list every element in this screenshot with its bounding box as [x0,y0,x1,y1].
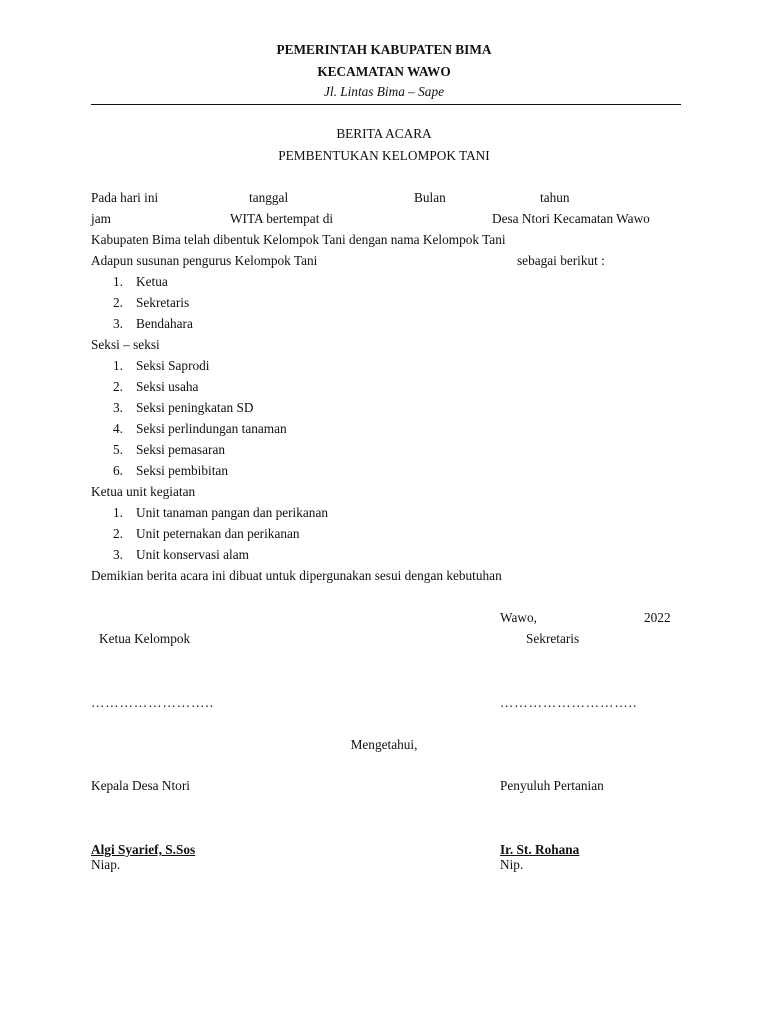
intro-tahun: tahun [540,190,570,205]
signature-line-right: ……………………….. [500,695,638,710]
list-text: Seksi peningkatan SD [136,400,254,415]
list-text: Sekretaris [136,295,190,310]
header-divider [91,104,681,105]
list-text: Ketua [136,274,168,289]
intro-line4a: Adapun susunan pengurus Kelompok Tani [91,253,318,268]
list-text: Unit konservasi alam [136,547,249,562]
ketua-kelompok-label: Ketua Kelompok [99,631,191,646]
sekretaris-label: Sekretaris [526,631,580,646]
penyuluh-label: Penyuluh Pertanian [500,778,604,793]
place: Wawo, [500,610,537,625]
kepala-desa-label: Kepala Desa Ntori [91,778,190,793]
mengetahui-label: Mengetahui, [350,737,418,752]
list-number: 3. [113,547,123,562]
penyuluh-name: Ir. St. Rohana [500,842,580,857]
list-text: Seksi pemasaran [136,442,225,457]
intro-wita: WITA bertempat di [230,211,334,226]
intro-bulan: Bulan [414,190,446,205]
list-number: 2. [113,295,123,310]
kepala-desa-name: Algi Syarief, S.Sos [91,842,196,857]
signature-line-left: …………………….. [91,695,215,710]
list-number: 2. [113,379,123,394]
list-text: Unit peternakan dan perikanan [136,526,300,541]
list-number: 3. [113,400,123,415]
list-number: 1. [113,358,123,373]
header-district: KECAMATAN WAWO [317,64,451,79]
header-address: Jl. Lintas Bima – Sape [323,84,445,99]
list-text: Bendahara [136,316,193,331]
kepala-desa-id: Niap. [91,857,121,872]
list-number: 5. [113,442,123,457]
list-number: 1. [113,505,123,520]
list-text: Seksi Saprodi [136,358,210,373]
list-number: 3. [113,316,123,331]
intro-line4b: sebagai berikut : [517,253,605,268]
list-number: 1. [113,274,123,289]
unit-heading: Ketua unit kegiatan [91,484,196,499]
list-text: Seksi perlindungan tanaman [136,421,287,436]
intro-line3: Kabupaten Bima telah dibentuk Kelompok Tani dengan nama Kelompok Tani [91,232,506,247]
list-text: Seksi usaha [136,379,199,394]
list-number: 6. [113,463,123,478]
list-text: Seksi pembibitan [136,463,228,478]
intro-jam: jam [91,211,111,226]
intro-pada-hari-ini: Pada hari ini [91,190,159,205]
closing-statement: Demikian berita acara ini dibuat untuk dipergunakan sesui dengan kebutuhan [91,568,502,583]
year: 2022 [644,610,671,625]
doc-title: BERITA ACARA [336,126,432,141]
list-text: Unit tanaman pangan dan perikanan [136,505,328,520]
doc-subtitle: PEMBENTUKAN KELOMPOK TANI [278,148,490,163]
intro-desa: Desa Ntori Kecamatan Wawo [492,211,650,226]
list-number: 2. [113,526,123,541]
header-government: PEMERINTAH KABUPATEN BIMA [276,42,492,57]
intro-tanggal: tanggal [249,190,289,205]
penyuluh-id: Nip. [500,857,524,872]
list-number: 4. [113,421,123,436]
seksi-heading: Seksi – seksi [91,337,160,352]
